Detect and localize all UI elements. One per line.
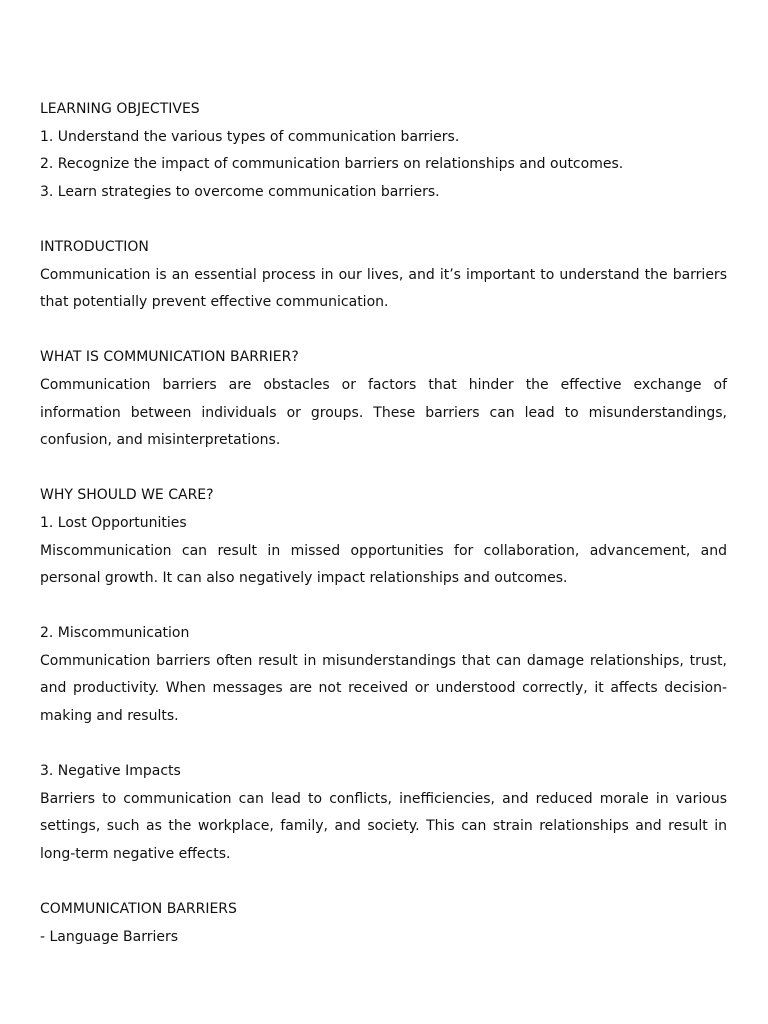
spacer [40,593,727,621]
point-title: 1. Lost Opportunities [40,514,187,531]
spacer [40,455,727,483]
why-care-section [40,482,727,868]
spacer [40,317,727,345]
introduction-body: Communication is an essential process in our lives, and it’s important to understand the barriers that potentially prevent effective communication. [40,266,727,311]
what-is-heading: WHAT IS COMMUNICATION BARRIER? [40,349,299,366]
introduction-heading: INTRODUCTION [40,238,149,255]
learning-objectives-section [40,96,727,206]
what-is-body: Communication barriers are obstacles or factors that hinder the effective exchange of information between individuals or groups. These barriers can lead to misunderstandings, confusion, and misinterpretations. [40,376,727,449]
objective-item: 2. Recognize the impact of communication barriers on relationships and outcomes. [40,156,624,173]
learning-objectives-heading: LEARNING OBJECTIVES [40,101,200,117]
spacer [40,206,727,234]
objective-item: 3. Learn strategies to overcome communication barriers. [40,183,440,200]
point-body: Communication barriers often result in misunderstandings that can damage relationships, trust, and productivity. When messages are not received or understood correctly, it affects decision-making and results. [40,652,727,725]
spacer [40,731,727,759]
document-page [40,96,727,951]
why-care-heading: WHY SHOULD WE CARE? [40,487,214,504]
spacer [40,869,727,897]
point-title: 3. Negative Impacts [40,763,181,780]
objective-item: 1. Understand the various types of communication barriers. [40,128,460,145]
what-is-section [40,344,727,454]
introduction-section [40,234,727,317]
point-body: Barriers to communication can lead to conflicts, inefficiencies, and reduced morale in various settings, such as the workplace, family, and society. This can strain relationships and result in long-term negative effects. [40,790,727,863]
point-body: Miscommunication can result in missed opportunities for collaboration, advancement, and personal growth. It can also negatively impact relationships and outcomes. [40,542,727,587]
communication-barriers-section [40,896,727,951]
point-title: 2. Miscommunication [40,625,190,642]
communication-barriers-heading: COMMUNICATION BARRIERS [40,901,237,918]
barrier-item: - Language Barriers [40,928,179,945]
